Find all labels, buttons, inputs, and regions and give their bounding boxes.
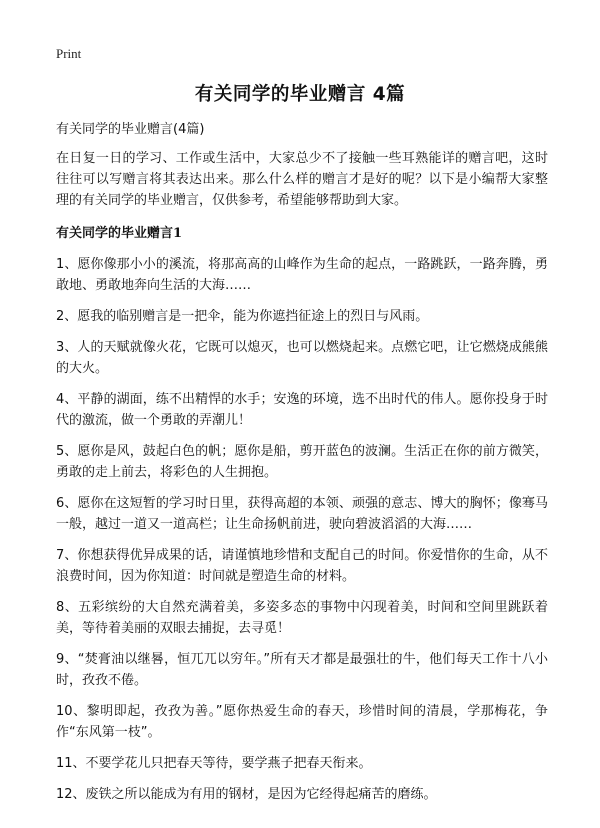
quote-item: 12、废铁之所以能成为有用的钢材，是因为它经得起痛苦的磨练。 <box>56 787 437 802</box>
section-heading: 有关同学的毕业赠言1 <box>56 226 183 241</box>
quote-item: 8、五彩缤纷的大自然充满着美，多姿多态的事物中闪现着美，时间和空间里跳跃着美，等待着美丽的双眼去捕捉，去寻觅！ <box>56 600 548 636</box>
article-subtitle: 有关同学的毕业赠言(4篇) <box>56 122 205 137</box>
intro-paragraph: 在日复一日的学习、工作或生活中，大家总少不了接触一些耳熟能详的赠言吧，这时往往可以写赠言将其表达出来。那么什么样的赠言才是好的呢？以下是小编帮大家整理的有关同学的毕业赠言，仅供参考，希望能够帮助到大家。 <box>56 151 548 208</box>
quote-item: 11、不要学花儿只把春天等待，要学燕子把春天衔来。 <box>56 756 372 771</box>
quote-item: 10、黎明即起，孜孜为善。”愿你热爱生命的春天，珍惜时间的清晨，学那梅花，争作“东风第一枝”。 <box>56 704 548 740</box>
quote-item: 3、人的天赋就像火花，它既可以熄灭，也可以燃烧起来。点燃它吧，让它燃烧成熊熊的大火。 <box>56 340 548 376</box>
quote-item: 1、愿你像那小小的溪流，将那高高的山峰作为生命的起点，一路跳跃，一路奔腾，勇敢地、勇敢地奔向生活的大海…… <box>56 257 548 293</box>
quote-item: 7、你想获得优异成果的话，请谨慎地珍惜和支配自己的时间。你爱惜你的生命，从不浪费时间，因为你知道：时间就是塑造生命的材料。 <box>56 548 548 584</box>
quote-item: 9、“焚膏油以继晷，恒兀兀以穷年。”所有天才都是最强壮的牛，他们每天工作十八小时，孜孜不倦。 <box>56 652 548 688</box>
print-link[interactable]: Print <box>56 46 82 61</box>
quote-item: 4、平静的湖面，练不出精悍的水手；安逸的环境，选不出时代的伟人。愿你投身于时代的激流，做一个勇敢的弄潮儿！ <box>56 392 548 428</box>
article-body <box>56 119 548 815</box>
quote-item: 6、愿你在这短暂的学习时日里，获得高超的本领、顽强的意志、博大的胸怀；像骞马一般，越过一道又一道高栏；让生命扬帆前进，驶向碧波滔滔的大海…… <box>56 496 548 532</box>
quote-item: 5、愿你是风，鼓起白色的帆；愿你是船，剪开蓝色的波澜。生活正在你的前方微笑，勇敢的走上前去，将彩色的人生拥抱。 <box>56 444 548 480</box>
quote-item: 2、愿我的临别赠言是一把伞，能为你遮挡征途上的烈日与风雨。 <box>56 309 429 324</box>
page-title: 有关同学的毕业赠言 4篇 <box>194 84 406 105</box>
